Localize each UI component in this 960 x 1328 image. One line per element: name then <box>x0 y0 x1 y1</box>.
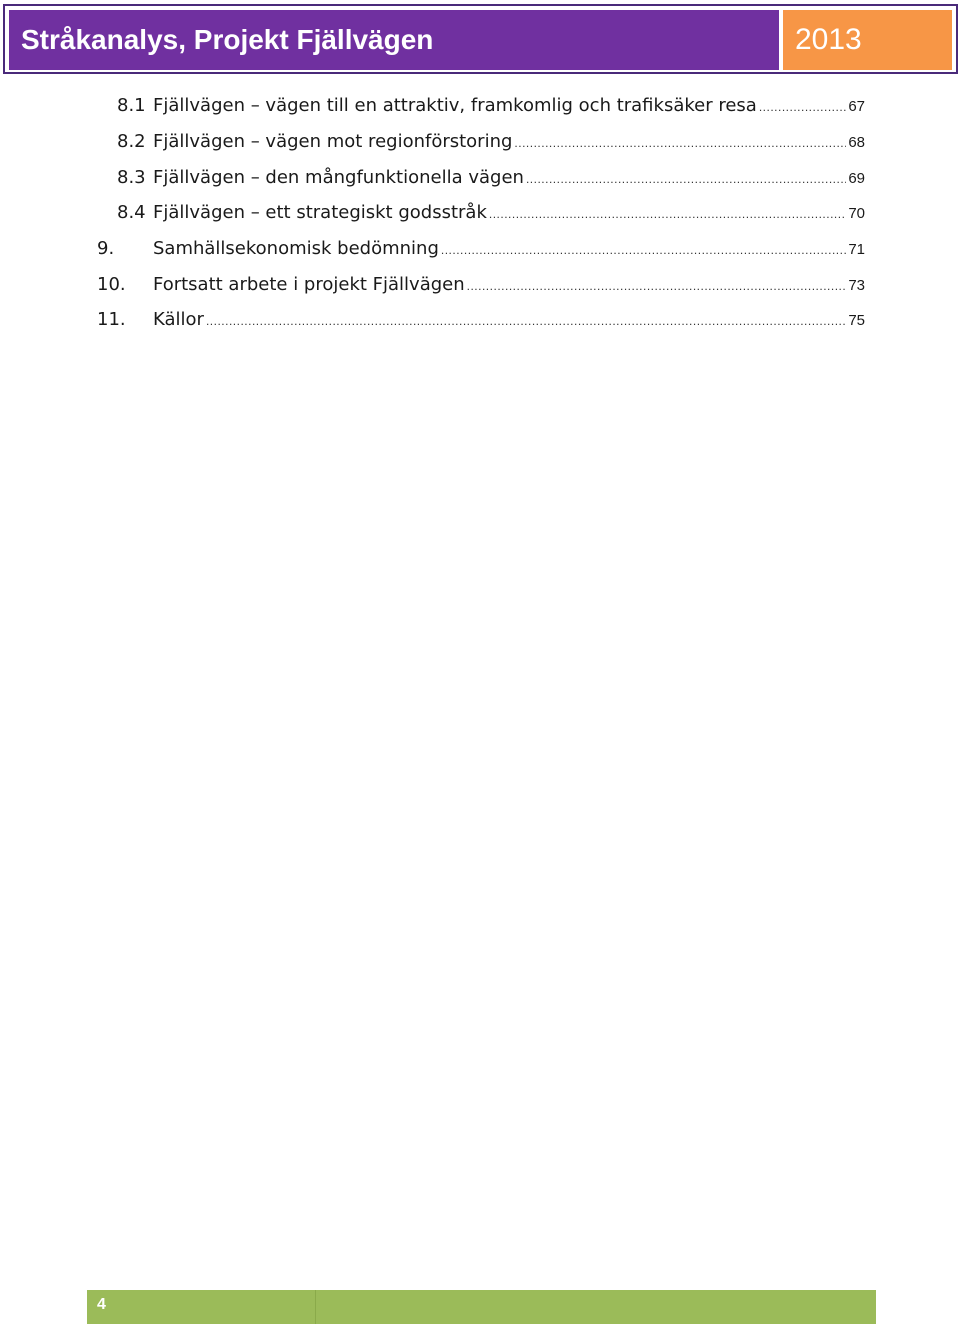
header-year-banner <box>783 10 952 70</box>
toc-entry-number: 8.4 <box>117 202 146 223</box>
toc-entry-title: Fjällvägen – vägen mot regionförstoring <box>153 131 513 152</box>
toc-entry-title: Källor <box>153 309 204 330</box>
toc-entry-9[interactable] <box>97 238 865 272</box>
page-header <box>3 4 958 74</box>
toc-entry-number: 8.3 <box>117 167 146 188</box>
toc-dot-leader <box>441 243 846 257</box>
toc-entry-8-3[interactable] <box>117 167 865 201</box>
toc-entry-page: 75 <box>848 312 865 329</box>
header-title-banner <box>9 10 779 70</box>
toc-dot-leader <box>759 100 846 114</box>
toc-entry-11[interactable] <box>97 309 865 343</box>
toc-entry-title: Fjällvägen – den mångfunktionella vägen <box>153 167 524 188</box>
toc-entry-number: 8.2 <box>117 131 146 152</box>
toc-entry-8-1[interactable] <box>117 95 865 129</box>
toc-entry-8-4[interactable] <box>117 202 865 236</box>
footer-divider <box>315 1290 316 1324</box>
toc-entry-10[interactable] <box>97 274 865 308</box>
toc-dot-leader <box>467 279 847 293</box>
toc-entry-title: Fjällvägen – ett strategiskt godsstråk <box>153 202 487 223</box>
toc-entry-page: 68 <box>848 134 865 151</box>
toc-dot-leader <box>526 172 846 186</box>
toc-dot-leader <box>514 136 846 150</box>
toc-entry-page: 69 <box>848 170 865 187</box>
toc-entry-number: 10. <box>97 274 126 295</box>
document-title: Stråkanalys, Projekt Fjällvägen <box>21 24 434 55</box>
toc-entry-title: Fjällvägen – vägen till en attraktiv, framkomlig och trafiksäker resa <box>153 95 757 116</box>
toc-entry-page: 71 <box>848 241 865 258</box>
toc-entry-page: 73 <box>848 277 865 294</box>
toc-entry-title: Fortsatt arbete i projekt Fjällvägen <box>153 274 465 295</box>
toc-dot-leader <box>489 207 846 221</box>
toc-entry-8-2[interactable] <box>117 131 865 165</box>
toc-entry-page: 70 <box>848 205 865 222</box>
toc-entry-title: Samhällsekonomisk bedömning <box>153 238 439 259</box>
page-footer <box>87 1290 876 1324</box>
page-number: 4 <box>97 1296 106 1313</box>
toc-entry-page: 67 <box>848 98 865 115</box>
document-year: 2013 <box>795 23 862 56</box>
toc-entry-number: 11. <box>97 309 126 330</box>
toc-entry-number: 8.1 <box>117 95 146 116</box>
toc-entry-number: 9. <box>97 238 115 259</box>
toc-dot-leader <box>206 314 846 328</box>
